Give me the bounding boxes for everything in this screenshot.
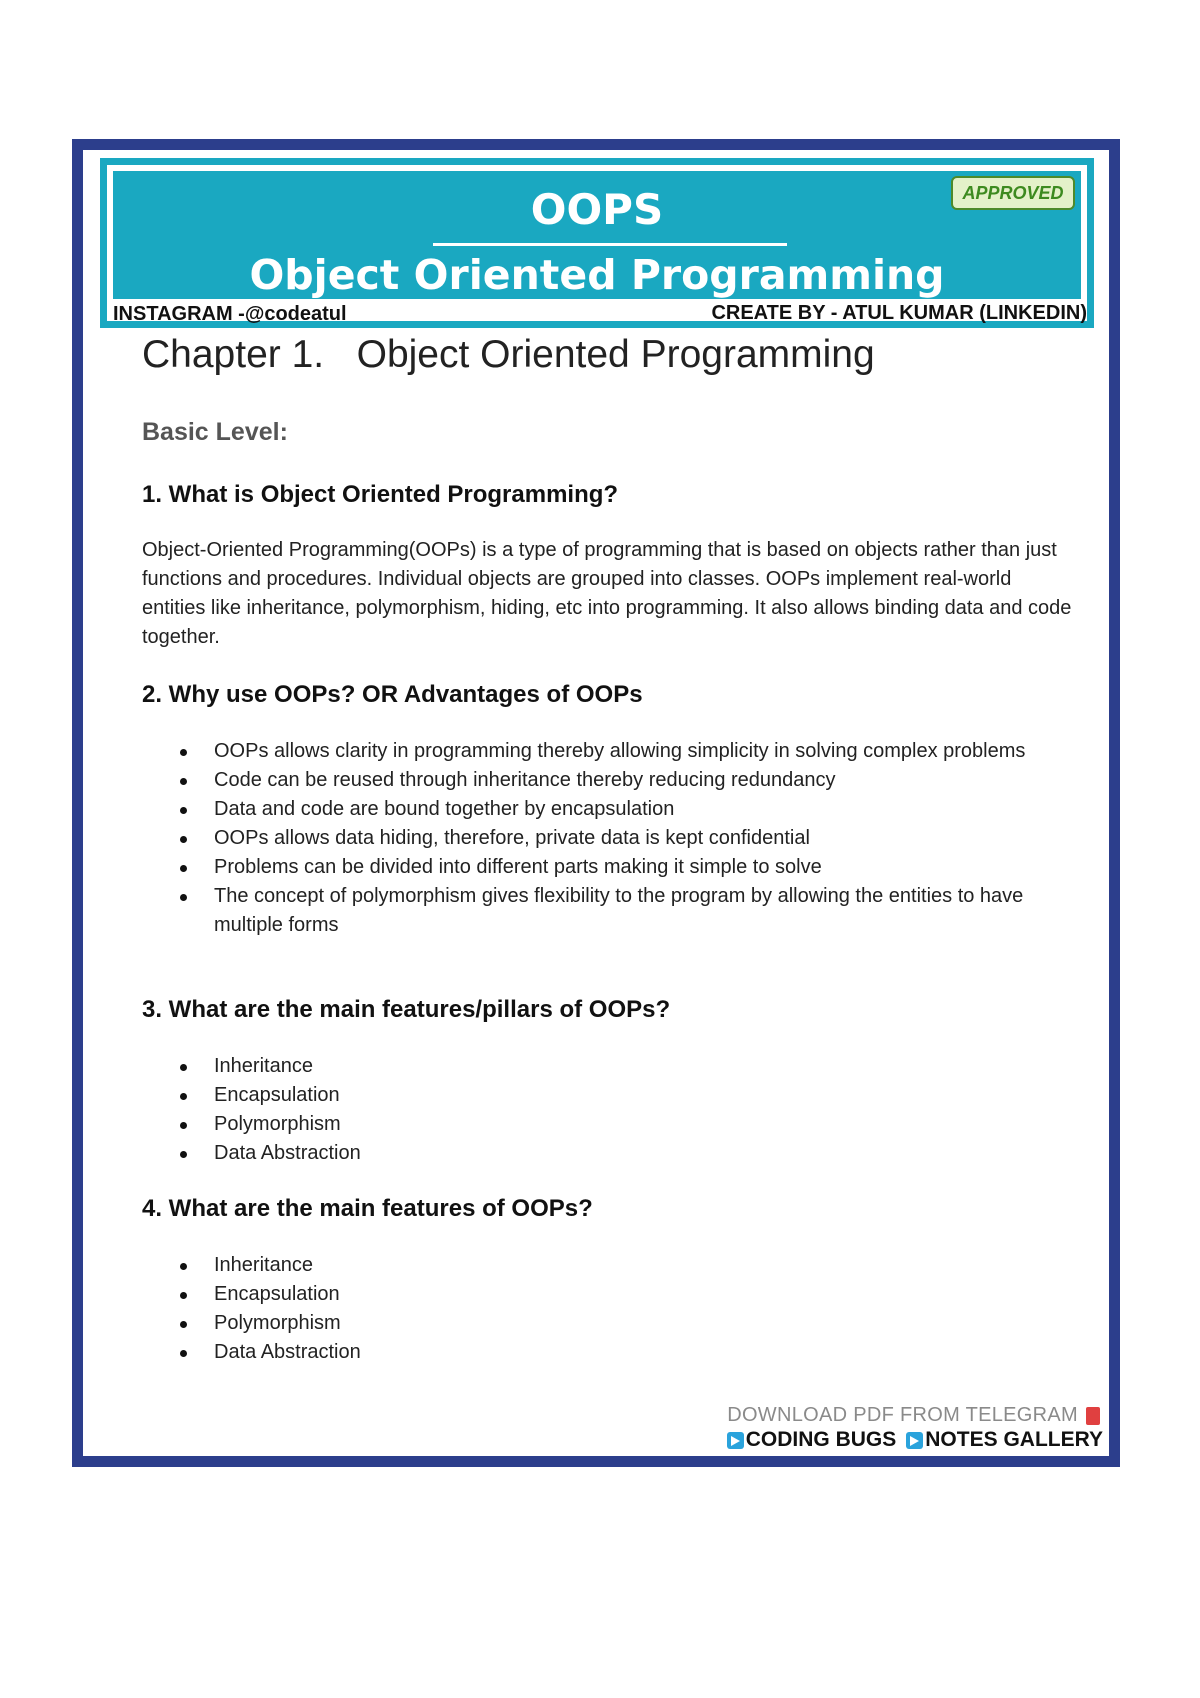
banner-subtitle: Object Oriented Programming — [249, 251, 945, 299]
bullet-icon — [180, 778, 187, 785]
features-pillars-list — [142, 1052, 1062, 1168]
bullet-icon — [180, 749, 187, 756]
question-1-answer: Object-Oriented Programming(OOPs) is a type of programming that is based on objects rather than just functions and procedures. Individual objects are grouped into classes. OOPs implement real-world entities like inheritance, polymorphism, hiding, etc into programming. It also allows binding data and code together. — [142, 539, 1072, 648]
channel-coding-bugs[interactable]: CODING BUGS — [727, 1428, 897, 1452]
bullet-icon — [180, 1064, 187, 1071]
bullet-icon — [180, 1321, 187, 1328]
list-item: Encapsulation — [142, 1280, 1062, 1309]
bullet-icon — [180, 836, 187, 843]
bullet-icon — [180, 1263, 187, 1270]
list-item: Encapsulation — [142, 1081, 1062, 1110]
question-3-title: 3. What are the main features/pillars of OOPs? — [142, 996, 671, 1023]
banner-divider — [433, 243, 787, 246]
list-item: Polymorphism — [142, 1110, 1062, 1139]
list-item: Data Abstraction — [142, 1139, 1062, 1168]
level-heading: Basic Level: — [142, 418, 288, 446]
telegram-icon — [727, 1432, 744, 1449]
list-item: OOPs allows data hiding, therefore, private data is kept confidential — [142, 824, 1062, 853]
bullet-icon — [180, 1093, 187, 1100]
bullet-icon — [180, 865, 187, 872]
approved-badge: APPROVED — [951, 176, 1075, 210]
advantages-list — [142, 737, 1062, 940]
telegram-channels — [727, 1428, 1103, 1452]
book-icon — [1086, 1407, 1100, 1425]
bullet-icon — [180, 1350, 187, 1357]
creator-credit: CREATE BY - ATUL KUMAR (LINKEDIN) — [711, 302, 1087, 324]
question-4-title: 4. What are the main features of OOPs? — [142, 1195, 593, 1222]
list-item: Polymorphism — [142, 1309, 1062, 1338]
list-item: OOPs allows clarity in programming thereby allowing simplicity in solving complex problems — [142, 737, 1062, 766]
channel-notes-gallery[interactable]: NOTES GALLERY — [906, 1428, 1103, 1452]
list-item: Inheritance — [142, 1251, 1062, 1280]
bullet-icon — [180, 807, 187, 814]
list-item: Code can be reused through inheritance thereby reducing redundancy — [142, 766, 1062, 795]
question-2-title: 2. Why use OOPs? OR Advantages of OOPs — [142, 681, 643, 708]
download-note: DOWNLOAD PDF FROM TELEGRAM — [727, 1404, 1100, 1427]
instagram-handle: INSTAGRAM -@codeatul — [113, 303, 347, 325]
bullet-icon — [180, 1292, 187, 1299]
question-1-title: 1. What is Object Oriented Programming? — [142, 481, 619, 508]
list-item: The concept of polymorphism gives flexibility to the program by allowing the entities to have multiple forms — [142, 882, 1062, 940]
banner-background — [113, 171, 1081, 299]
header-banner — [100, 158, 1094, 328]
list-item: Data and code are bound together by encapsulation — [142, 795, 1062, 824]
list-item: Problems can be divided into different parts making it simple to solve — [142, 853, 1062, 882]
features-list — [142, 1251, 1062, 1367]
list-item: Inheritance — [142, 1052, 1062, 1081]
telegram-icon — [906, 1432, 923, 1449]
list-item: Data Abstraction — [142, 1338, 1062, 1367]
bullet-icon — [180, 894, 187, 901]
bullet-icon — [180, 1151, 187, 1158]
chapter-title: Chapter 1. Object Oriented Programming — [142, 333, 875, 376]
bullet-icon — [180, 1122, 187, 1129]
banner-title: OOPS — [530, 185, 664, 234]
